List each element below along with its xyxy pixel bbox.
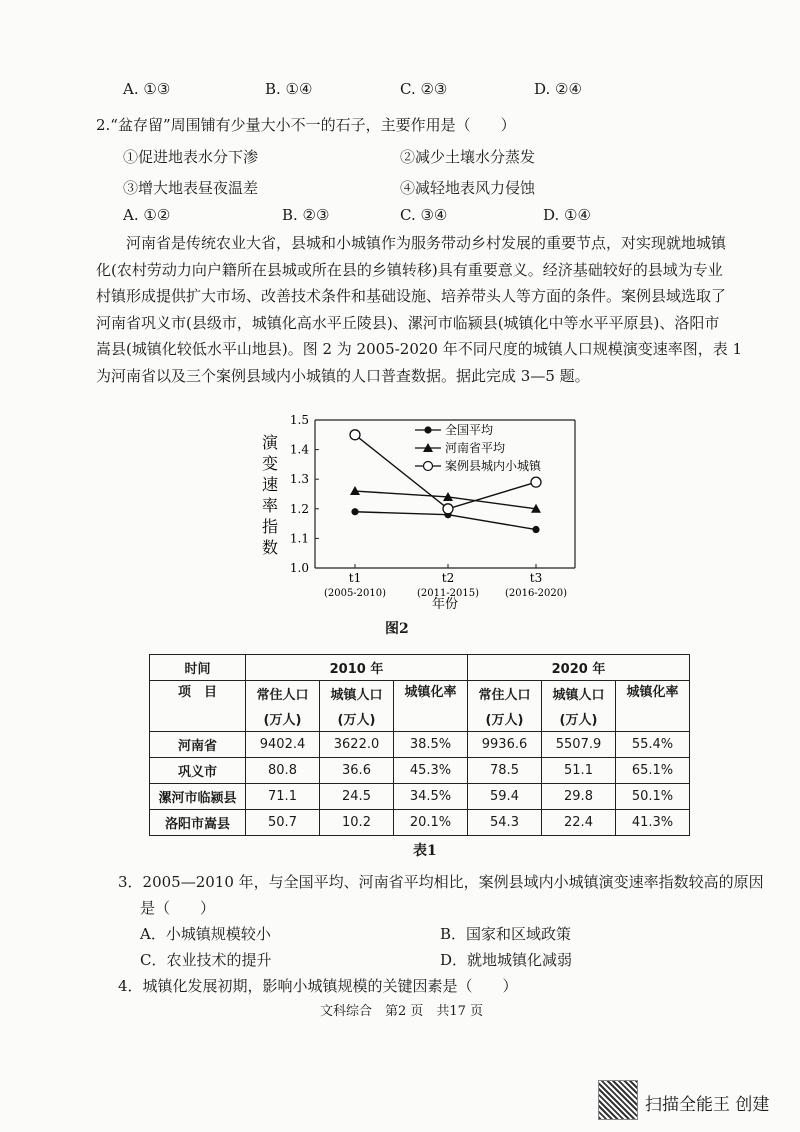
- cell: 24.5: [320, 784, 394, 810]
- header-urban-2020: 城镇人口: [542, 681, 616, 707]
- cell: 20.1%: [394, 810, 468, 836]
- header-urban-2010: 城镇人口: [320, 681, 394, 707]
- q3-option-a: A．小城镇规模较小: [140, 925, 271, 943]
- scanner-logo-icon: [598, 1080, 638, 1120]
- cell: 36.6: [320, 758, 394, 784]
- cell: 9402.4: [246, 732, 320, 758]
- q2-option-a: A. ①②: [123, 206, 171, 224]
- header-2010: 2010 年: [246, 655, 468, 681]
- q2-option-d: D. ①④: [543, 206, 591, 224]
- q2-option-b: B. ②③: [282, 206, 330, 224]
- q4-stem: 4．城镇化发展初期，影响小城镇规模的关键因素是（ ）: [118, 977, 518, 995]
- data-point: [443, 504, 453, 514]
- row-label: 巩义市: [150, 758, 246, 784]
- cell: 5507.9: [542, 732, 616, 758]
- data-point: [532, 526, 539, 533]
- cell: 22.4: [542, 810, 616, 836]
- data-point: [350, 430, 360, 440]
- x-tick-label: t1: [348, 571, 362, 585]
- passage-line-3: 村镇形成提供扩大市场、改善技术条件和基础设施、培养带头人等方面的条件。案例县域选取了: [96, 287, 727, 305]
- table-row: [150, 784, 690, 810]
- row-label: 河南省: [150, 732, 246, 758]
- cell: 50.7: [246, 810, 320, 836]
- header-rate-2020: 城镇化率: [616, 681, 690, 732]
- legend-label: 案例县城内小城镇: [445, 459, 542, 473]
- table-1-caption: 表1: [413, 843, 437, 859]
- q1-option-a: A. ①③: [123, 80, 171, 98]
- row-label: 漯河市临颍县: [150, 784, 246, 810]
- q3-option-d: D．就地城镇化减弱: [440, 951, 573, 969]
- cell: 9936.6: [468, 732, 542, 758]
- page-footer: 文科综合 第2 页 共17 页: [320, 1004, 484, 1019]
- q3-option-c: C．农业技术的提升: [140, 951, 272, 969]
- y-tick-label: 1.4: [289, 442, 309, 457]
- cell: 54.3: [468, 810, 542, 836]
- header-unit: (万人): [468, 706, 542, 732]
- q3-option-b: B．国家和区域政策: [440, 925, 572, 943]
- x-axis-label: 年份: [431, 597, 459, 612]
- legend-marker: [424, 462, 433, 471]
- q2-stem: 2.“盆存留”周围铺有少量大小不一的石子，主要作用是（ ）: [96, 116, 516, 134]
- passage-line-6: 为河南省以及三个案例县域内小城镇的人口普查数据。据此完成 3—5 题。: [96, 366, 590, 385]
- header-unit: (万人): [246, 706, 320, 732]
- legend-marker: [424, 426, 431, 433]
- cell: 50.1%: [616, 784, 690, 810]
- cell: 41.3%: [616, 810, 690, 836]
- q1-option-c: C. ②③: [400, 80, 448, 98]
- table-1: [149, 654, 690, 836]
- cell: 78.5: [468, 758, 542, 784]
- data-point: [531, 477, 541, 487]
- cell: 38.5%: [394, 732, 468, 758]
- header-time: 时间: [150, 655, 246, 681]
- header-unit: (万人): [320, 706, 394, 732]
- q2-statement-1: ①促进地表水分下渗: [123, 148, 259, 166]
- x-tick-sublabel: (2011-2015): [416, 588, 480, 599]
- q3-stem-line-2: 是（ ）: [140, 899, 216, 917]
- table-row: [150, 810, 690, 836]
- cell: 71.1: [246, 784, 320, 810]
- x-tick-sublabel: (2005-2010): [323, 588, 387, 599]
- cell: 55.4%: [616, 732, 690, 758]
- q1-option-b: B. ①④: [265, 80, 313, 98]
- header-rate-2010: 城镇化率: [394, 681, 468, 732]
- header-pop-2010: 常住人口: [246, 681, 320, 707]
- legend-label: 全国平均: [445, 423, 494, 437]
- q1-option-d: D. ②④: [534, 80, 582, 98]
- y-tick-label: 1.3: [289, 472, 309, 487]
- passage-line-1: 河南省是传统农业大省，县城和小城镇作为服务带动乡村发展的重要节点，对实现就地城镇: [126, 234, 727, 252]
- table-row: [150, 758, 690, 784]
- cell: 10.2: [320, 810, 394, 836]
- table-row: [150, 732, 690, 758]
- y-tick-label: 1.5: [289, 413, 309, 427]
- x-tick-sublabel: (2016-2020): [504, 588, 568, 599]
- cell: 3622.0: [320, 732, 394, 758]
- passage: [96, 230, 756, 389]
- q2-statement-3: ③增大地表昼夜温差: [123, 179, 259, 197]
- cell: 59.4: [468, 784, 542, 810]
- cell: 80.8: [246, 758, 320, 784]
- header-item: 项 目: [150, 681, 246, 732]
- cell: 34.5%: [394, 784, 468, 810]
- cell: 51.1: [542, 758, 616, 784]
- row-label: 洛阳市嵩县: [150, 810, 246, 836]
- header-unit: (万人): [542, 706, 616, 732]
- cell: 45.3%: [394, 758, 468, 784]
- passage-line-5: 嵩县(城镇化较低水平山地县)。图 2 为 2005-2020 年不同尺度的城镇人口规模演变速率图，表 1: [96, 340, 743, 358]
- header-pop-2020: 常住人口: [468, 681, 542, 707]
- figure-2-chart: [240, 408, 600, 613]
- q2-option-c: C. ③④: [400, 206, 448, 224]
- y-tick-label: 1.0: [289, 561, 309, 575]
- header-2020: 2020 年: [468, 655, 690, 681]
- data-point: [350, 486, 360, 495]
- cell: 65.1%: [616, 758, 690, 784]
- passage-line-2: 化(农村劳动力向户籍所在县城或所在县的乡镇转移)具有重要意义。经济基础较好的县域为专业: [96, 260, 723, 279]
- passage-line-4: 河南省巩义市(县级市，城镇化高水平丘陵县)、漯河市临颍县(城镇化中等水平平原县)、洛阳市: [96, 313, 720, 332]
- q2-statement-4: ④减轻地表风力侵蚀: [400, 179, 536, 197]
- figure-2-caption: 图2: [385, 621, 409, 637]
- data-point: [351, 508, 358, 515]
- q2-statement-2: ②减少土壤水分蒸发: [400, 148, 536, 166]
- y-tick-label: 1.2: [289, 501, 309, 516]
- y-tick-label: 1.1: [289, 531, 309, 546]
- cell: 29.8: [542, 784, 616, 810]
- legend-label: 河南省平均: [445, 441, 506, 455]
- q3-stem-line-1: 3．2005—2010 年，与全国平均、河南省平均相比，案例县域内小城镇演变速率指数较高的原因: [118, 873, 764, 891]
- x-tick-label: t3: [529, 571, 543, 585]
- watermark-text: 扫描全能王 创建: [645, 1095, 770, 1115]
- x-tick-label: t2: [441, 571, 455, 585]
- y-axis-label: 演变速率指数: [262, 433, 279, 557]
